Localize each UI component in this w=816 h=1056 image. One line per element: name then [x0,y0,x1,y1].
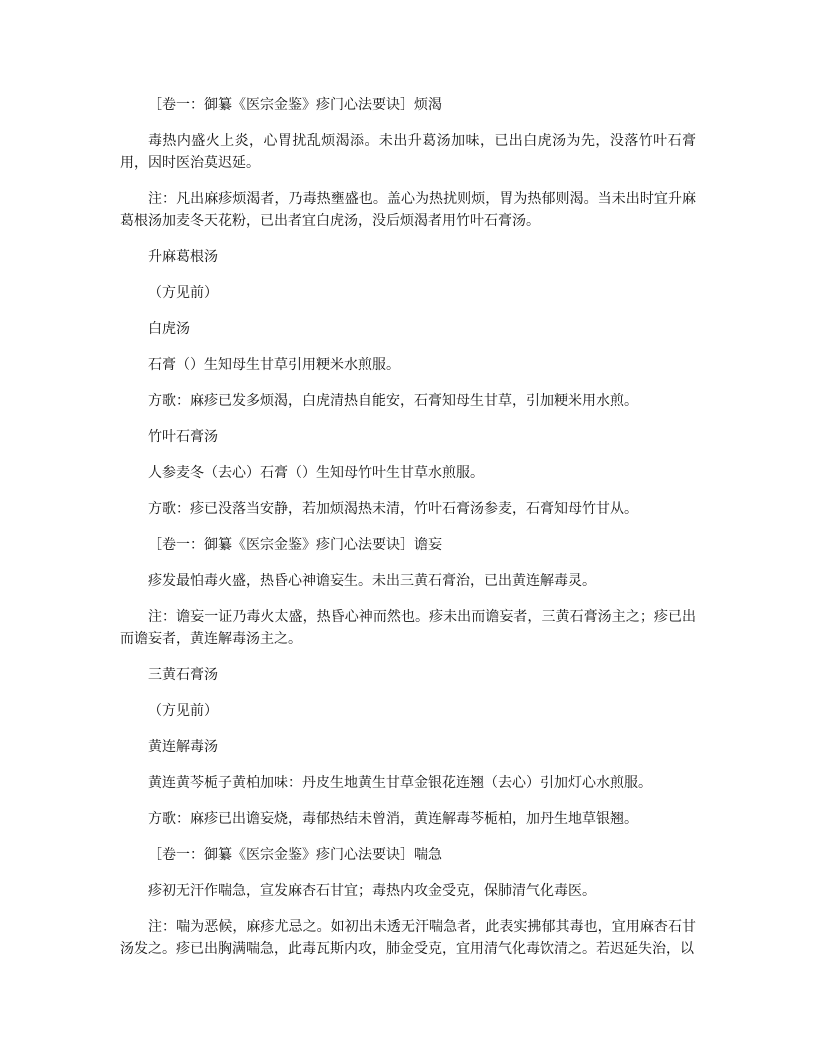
formula-ref-sanhuang-shigao: （方见前） [148,703,218,719]
formula-title-baihu: 白虎汤 [148,321,190,337]
formula-title-sanhuang-shigao: 三黄石膏汤 [148,667,218,683]
formula-ingredients-huanglian-jiedu: 黄连黄芩栀子黄柏加味：丹皮生地黄生甘草金银花连翘（去心）引加灯心水煎服。 [148,775,652,791]
formula-title-zhuye-shigao: 竹叶石膏汤 [148,429,218,445]
note-chuanji: 注：喘为恶候，麻疹尤忌之。如初出未透无汗喘急者，此表实拂郁其毒也，宜用麻杏石甘汤发之。疹已出胸满喘急，此毒瓦斯内攻，肺金受克，宜用清气化毒饮清之。若迟延失治，以 [120,919,696,957]
section-header-zhanwang: ［卷一：御纂《医宗金鉴》疹门心法要诀］谵妄 [148,537,442,553]
formula-ingredients-baihu: 石膏（）生知母生甘草引用粳米水煎服。 [148,357,400,373]
verse-chuanji: 疹初无汗作喘急，宣发麻杏石甘宜；毒热内攻金受克，保肺清气化毒医。 [148,883,596,899]
verse-zhanwang: 疹发最怕毒火盛，热昏心神谵妄生。未出三黄石膏治，已出黄连解毒灵。 [148,573,596,589]
document-page [120,94,696,974]
formula-song-zhuye-shigao: 方歌：疹已没落当安静，若加烦渴热未清，竹叶石膏汤参麦，石膏知母竹甘从。 [148,501,638,517]
note-zhanwang: 注：谵妄一证乃毒火太盛，热昏心神而然也。疹未出而谵妄者，三黄石膏汤主之；疹已出而谵妄者，黄连解毒汤主之。 [120,609,696,647]
verse-fanke: 毒热内盛火上炎，心胃扰乱烦渴添。未出升葛汤加味，已出白虎汤为先，没落竹叶石膏用，因时医治莫迟延。 [120,133,696,171]
section-header-fanke: ［卷一：御纂《医宗金鉴》疹门心法要诀］烦渴 [148,97,442,113]
formula-title-huanglian-jiedu: 黄连解毒汤 [148,739,218,755]
formula-title-shengma-gegen: 升麻葛根汤 [148,249,218,265]
section-header-chuanji: ［卷一：御纂《医宗金鉴》疹门心法要诀］喘急 [148,847,442,863]
formula-song-huanglian-jiedu: 方歌：麻疹已出谵妄烧，毒郁热结未曾消，黄连解毒芩栀柏，加丹生地草银翘。 [148,811,638,827]
formula-ingredients-zhuye-shigao: 人参麦冬（去心）石膏（）生知母竹叶生甘草水煎服。 [148,465,484,481]
note-fanke: 注：凡出麻疹烦渴者，乃毒热壅盛也。盖心为热扰则烦，胃为热郁则渴。当未出时宜升麻葛根汤加麦冬天花粉，已出者宜白虎汤，没后烦渴者用竹叶石膏汤。 [120,191,696,229]
formula-ref-shengma-gegen: （方见前） [148,285,218,301]
formula-song-baihu: 方歌：麻疹已发多烦渴，白虎清热自能安，石膏知母生甘草，引加粳米用水煎。 [148,393,638,409]
